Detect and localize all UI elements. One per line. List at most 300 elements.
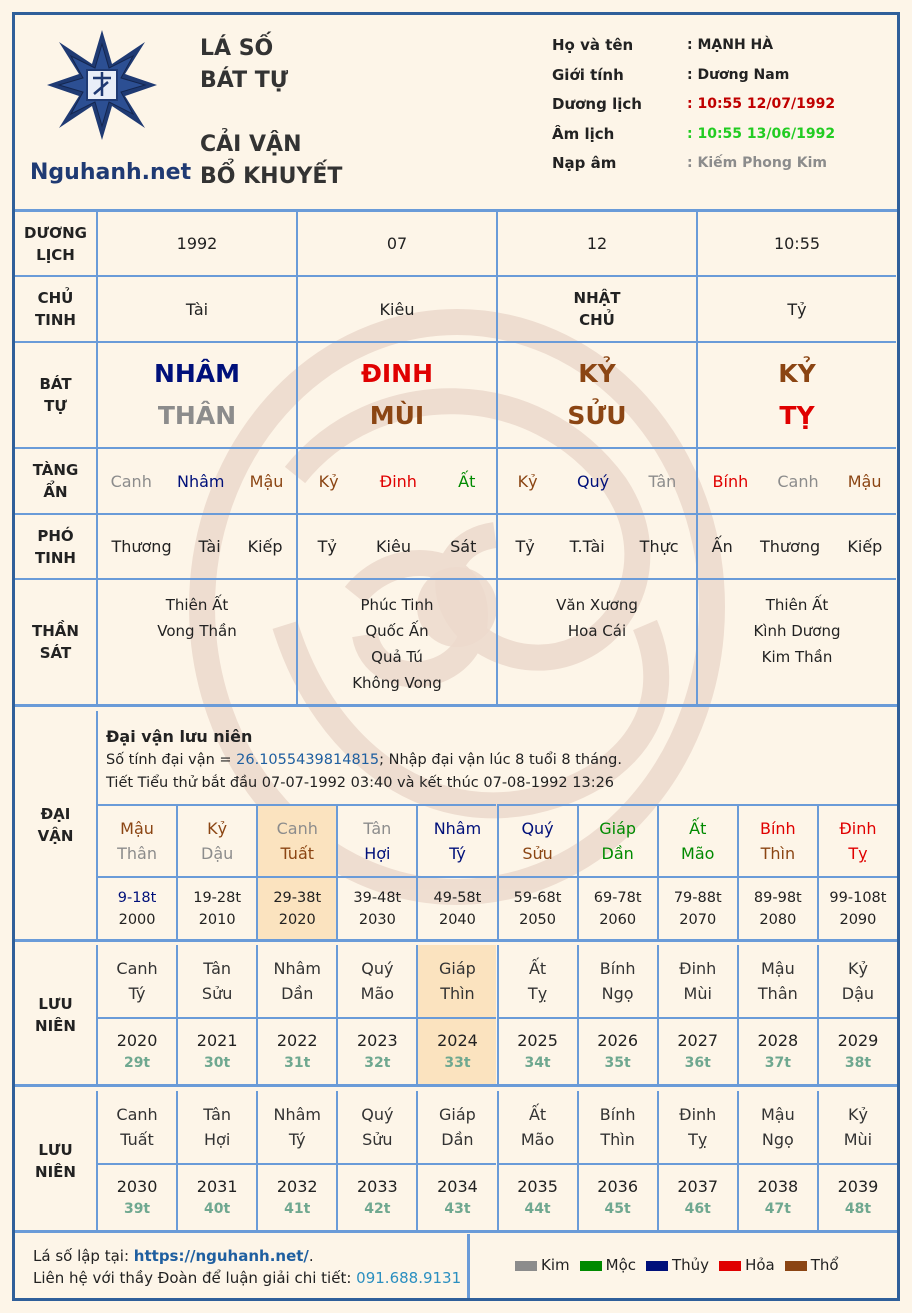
luu-nien-year: 2031: [196, 1177, 238, 1196]
pillar-cell-pho: [496, 513, 696, 578]
dai-van-label: [15, 711, 96, 939]
luu-nien-age: 34t: [524, 1055, 551, 1071]
dai-van-pillar: [96, 804, 176, 876]
dai-van-chi: Tý: [449, 844, 466, 863]
chu-tinh-value: CHỦ: [579, 311, 615, 329]
than-sat-item: Quốc Ấn: [365, 622, 429, 640]
dai-van-pillar: [256, 804, 336, 876]
luu-nien-can: Ất: [528, 1105, 547, 1124]
sub-star: Tỷ: [317, 537, 337, 556]
dai-van-can: Nhâm: [433, 819, 482, 838]
luu-nien-chi: Hợi: [204, 1130, 231, 1149]
luu-nien-pillar: [336, 1091, 416, 1163]
pillar-cell-bat: [696, 341, 896, 447]
info-value: : Kiếm Phong Kim: [687, 155, 828, 171]
title-line-2: BÁT TỰ: [200, 68, 289, 93]
sub-star: Kiếp: [247, 537, 283, 556]
pillar-cell-duong: [496, 212, 696, 275]
legend-item: [719, 1256, 775, 1274]
legend-swatch-icon: [719, 1261, 741, 1271]
luu-nien-can: Giáp: [439, 1105, 476, 1124]
luu-nien-pillar: [817, 1091, 897, 1163]
luu-nien-label: [15, 1091, 96, 1230]
hidden-stem: Canh: [777, 471, 819, 491]
heavenly-stem: KỶ: [578, 359, 616, 388]
luu-nien-pillar: [737, 1091, 817, 1163]
info-value: : Dương Nam: [687, 66, 790, 83]
pillar-cell-tang: [696, 447, 896, 513]
luu-nien-age: 47t: [764, 1201, 791, 1217]
info-label: Giới tính: [552, 65, 624, 84]
footer: [15, 1234, 897, 1298]
legend-label: Kim: [541, 1256, 570, 1274]
dai-van-age: [96, 876, 176, 939]
footer-contact: Liên hệ với thầy Đoàn để luận giải chi tiết: 091.688.9131: [33, 1269, 462, 1287]
row-label-line: TÀNG: [32, 461, 79, 479]
pillar-cell-pho: [296, 513, 496, 578]
luu-nien-age: 32t: [364, 1055, 391, 1071]
title-line-3: CẢI VẬN: [200, 132, 302, 157]
dai-van-can: Kỷ: [207, 819, 228, 838]
legend-label: Thổ: [810, 1256, 839, 1274]
row-label-line: THẦN: [32, 622, 79, 640]
dai-van-age-range: 29-38t: [273, 889, 322, 906]
than-sat-item: Thiên Ất: [165, 596, 229, 614]
dai-van-chi: Tuất: [280, 844, 315, 863]
row-label-line: TỰ: [44, 397, 67, 415]
row-label-tang: [15, 447, 96, 513]
dai-van-start-year: 2020: [278, 911, 316, 928]
hidden-stem: Nhâm: [177, 471, 225, 491]
luu-nien-year-cell: [256, 1017, 336, 1084]
than-sat-item: Thiên Ất: [765, 596, 829, 614]
luu-nien-year-cell: [657, 1017, 737, 1084]
footer-site-link[interactable]: https://nguhanh.net/: [133, 1247, 309, 1265]
legend-item: [646, 1256, 709, 1274]
luu-nien-age: 38t: [844, 1055, 872, 1071]
dai-van-can: Mậu: [120, 819, 154, 838]
sub-star: Kiếp: [847, 537, 883, 556]
info-row: [552, 95, 882, 119]
row-label-chu: [15, 275, 96, 341]
luu-nien-year: 2026: [597, 1031, 638, 1050]
luu-nien-can: Đinh: [679, 1105, 717, 1124]
chu-tinh-value: Tỷ: [787, 299, 807, 319]
pillar-cell-than: [296, 578, 496, 704]
luu-nien-can: Canh: [116, 959, 158, 978]
luu-nien-chi: Mùi: [843, 1130, 873, 1149]
dai-van-age: [336, 876, 416, 939]
sub-star: Kiêu: [376, 537, 411, 556]
hidden-stem: Ất: [458, 471, 476, 491]
dai-van-chi: Dần: [601, 844, 634, 863]
luu-nien-can: Mậu: [760, 959, 795, 978]
luu-nien-year-cell: [96, 1017, 176, 1084]
luu-nien-year-cell: [176, 1163, 256, 1230]
luu-nien-age: 37t: [764, 1055, 791, 1071]
pillar-cell-duong: [696, 212, 896, 275]
luu-nien-year-cell: [336, 1163, 416, 1230]
dai-van-start-year: 2070: [679, 911, 717, 928]
luu-nien-can: Quý: [361, 959, 394, 978]
than-sat-item: Quả Tú: [371, 648, 423, 666]
dai-van-pillar: [416, 804, 496, 876]
hidden-stem: Quý: [576, 471, 610, 491]
pillar-cell-than: [696, 578, 896, 704]
luu-nien-chi: Mão: [520, 1130, 555, 1149]
dai-van-age: [416, 876, 496, 939]
star-logo-icon: [45, 28, 159, 142]
info-label: Nạp âm: [552, 154, 617, 172]
legend-item: [515, 1256, 570, 1274]
luu-nien-age: 30t: [204, 1055, 231, 1071]
dai-van-chi: Mão: [681, 844, 715, 863]
luu-nien-can: Ất: [528, 959, 547, 978]
luu-nien-can: Nhâm: [273, 1105, 321, 1124]
luu-nien-age: 42t: [364, 1201, 391, 1217]
dai-van-line-1-post: ; Nhập đại vận lúc 8 tuổi 8 tháng.: [379, 752, 622, 768]
dai-van-can: Giáp: [599, 819, 637, 838]
pillar-cell-bat: [96, 341, 296, 447]
luu-nien-age: 39t: [123, 1201, 151, 1217]
row-label-line: SÁT: [39, 644, 72, 662]
pillars-table: [15, 209, 897, 707]
footer-divider: [467, 1234, 470, 1298]
luu-nien-section-1: [15, 945, 897, 1087]
luu-nien-year-cell: [657, 1163, 737, 1230]
pillar-cell-pho: [696, 513, 896, 578]
legend-label: Hỏa: [745, 1256, 775, 1274]
pillar-cell-tang: [96, 447, 296, 513]
hidden-stem: Bính: [712, 471, 749, 491]
dai-van-pillar: [817, 804, 897, 876]
luu-nien-year: 2036: [597, 1177, 638, 1196]
title-line-1: LÁ SỐ: [200, 36, 274, 61]
than-sat-item: Văn Xương: [556, 596, 638, 614]
hidden-stem: Kỷ: [517, 471, 538, 491]
luu-nien-can: Nhâm: [273, 959, 321, 978]
sub-star: Tài: [198, 537, 221, 556]
luu-nien-pillar: [657, 1091, 737, 1163]
luu-nien-chi: Ngọ: [601, 984, 634, 1003]
dai-van-age: [497, 876, 577, 939]
luu-nien-chi: Sửu: [201, 984, 233, 1003]
footer-phone-link[interactable]: 091.688.9131: [356, 1269, 462, 1287]
dai-van-age: [176, 876, 256, 939]
pillar-cell-than: [496, 578, 696, 704]
dai-van-age: [577, 876, 657, 939]
legend-label: Thủy: [672, 1256, 710, 1274]
dai-van-age-range: 19-28t: [193, 889, 242, 906]
luu-nien-label: [15, 945, 96, 1084]
luu-nien-pillar: [256, 1091, 336, 1163]
info-value: : 10:55 13/06/1992: [687, 125, 836, 142]
luu-nien-year-cell: [737, 1017, 817, 1084]
dai-van-chi: Sửu: [522, 844, 553, 863]
info-value: : 10:55 12/07/1992: [687, 96, 836, 112]
dai-van-can: Ất: [689, 819, 707, 838]
row-label-line: PHÓ: [37, 526, 74, 545]
luu-nien-chi: Thìn: [440, 984, 475, 1003]
luu-nien-age: 40t: [204, 1201, 231, 1217]
luu-nien-can: Quý: [361, 1105, 394, 1124]
pillar-cell-tang: [496, 447, 696, 513]
earthly-branch: SỬU: [567, 401, 627, 430]
luu-nien-year-cell: [96, 1163, 176, 1230]
dai-van-chi: Thìn: [760, 844, 796, 863]
row-label-line: TINH: [35, 311, 76, 329]
luu-nien-pillar: [737, 945, 817, 1017]
than-sat-item: Hoa Cái: [567, 622, 627, 640]
dai-van-pillar: [577, 804, 657, 876]
luu-nien-pillar: [497, 945, 577, 1017]
than-sat-item: Kim Thần: [761, 648, 833, 666]
luu-nien-year-cell: [817, 1163, 897, 1230]
legend-swatch-icon: [515, 1261, 537, 1271]
dai-van-pillar: [336, 804, 416, 876]
dai-van-can: Tân: [363, 819, 392, 838]
dai-van-pillar: [497, 804, 577, 876]
dai-van-age: [256, 876, 336, 939]
luu-nien-pillar: [817, 945, 897, 1017]
legend-item: [580, 1256, 636, 1274]
luu-nien-chi: Ngọ: [761, 1130, 794, 1149]
sub-star: Thương: [759, 537, 821, 556]
dai-van-start-year: 2040: [438, 911, 476, 928]
luu-nien-pillar: [96, 945, 176, 1017]
luu-nien-chi: Dần: [441, 1130, 474, 1149]
dai-van-line-2: Tiết Tiểu thử bắt đầu 07-07-1992 03:40 và kết thúc 07-08-1992 13:26: [106, 775, 615, 791]
duong-lich-value: 1992: [176, 234, 218, 253]
luu-nien-pillar: [657, 945, 737, 1017]
sub-star: Thương: [111, 537, 172, 556]
row-label-line: LƯU: [38, 994, 73, 1013]
legend-item: [785, 1256, 839, 1274]
pillar-cell-chu: [496, 275, 696, 341]
chu-tinh-value: Tài: [185, 299, 209, 319]
luu-nien-year: 2028: [757, 1031, 799, 1050]
luu-nien-pillar: [176, 945, 256, 1017]
luu-nien-year: 2037: [677, 1177, 719, 1196]
dai-van-info: [96, 711, 897, 804]
luu-nien-age: 43t: [444, 1201, 471, 1217]
than-sat-item: Vong Thần: [157, 622, 237, 640]
dai-van-can: Bính: [759, 819, 796, 838]
luu-nien-pillar: [336, 945, 416, 1017]
luu-nien-year-cell: [817, 1017, 897, 1084]
pillar-cell-chu: [296, 275, 496, 341]
than-sat-item: Phúc Tinh: [360, 596, 434, 614]
luu-nien-year: 2020: [116, 1031, 158, 1050]
heavenly-stem: NHÂM: [153, 359, 241, 388]
luu-nien-chi: Mão: [360, 984, 395, 1003]
dai-van-start-year: 2080: [759, 911, 797, 928]
legend-label: Mộc: [605, 1256, 636, 1274]
dai-van-pillar: [176, 804, 256, 876]
dai-van-age-range: 39-48t: [353, 889, 402, 906]
info-value: : MẠNH HÀ: [687, 37, 774, 53]
dai-van-start-year: 2060: [599, 911, 637, 928]
luu-nien-year: 2034: [437, 1177, 478, 1196]
dai-van-line-1: [106, 749, 897, 772]
luu-nien-year: 2024: [437, 1031, 478, 1050]
luu-nien-age: 44t: [524, 1201, 551, 1217]
sub-star: Sát: [450, 537, 477, 556]
info-label: Âm lịch: [552, 124, 615, 143]
pillar-cell-pho: [96, 513, 296, 578]
element-legend: [515, 1256, 849, 1274]
luu-nien-chi: Tuất: [120, 1130, 154, 1149]
row-label-line: BÁT: [39, 375, 72, 393]
luu-nien-can: Tân: [203, 1105, 232, 1124]
hidden-stem: Kỷ: [318, 471, 339, 491]
chu-tinh-value: NHẬT: [573, 289, 621, 307]
pillar-cell-bat: [496, 341, 696, 447]
luu-nien-year: 2030: [116, 1177, 158, 1196]
luu-nien-chi: Dần: [281, 984, 314, 1003]
luu-nien-year-cell: [256, 1163, 336, 1230]
pillar-cell-duong: [96, 212, 296, 275]
luu-nien-pillar: [497, 1091, 577, 1163]
luu-nien-age: 35t: [604, 1055, 631, 1071]
chu-tinh-value: Kiêu: [379, 299, 415, 319]
than-sat-item: Không Vong: [352, 674, 442, 692]
luu-nien-can: Đinh: [679, 959, 717, 978]
row-label-line: NIÊN: [35, 1162, 76, 1181]
hidden-stem: Đinh: [379, 471, 417, 491]
info-label: Dương lịch: [552, 95, 642, 113]
sub-star: Thực: [639, 537, 679, 556]
luu-nien-can: Kỷ: [847, 959, 868, 978]
luu-nien-chi: Sửu: [362, 1130, 393, 1149]
luu-nien-pillar: [416, 945, 496, 1017]
luu-nien-year: 2021: [196, 1031, 238, 1050]
luu-nien-age: 45t: [604, 1201, 631, 1217]
dai-van-start-year: 2030: [358, 911, 396, 928]
hidden-stem: Mậu: [847, 471, 882, 491]
luu-nien-year: 2033: [356, 1177, 398, 1196]
luu-nien-year-cell: [497, 1017, 577, 1084]
luu-nien-age: 48t: [844, 1201, 872, 1217]
luu-nien-age: 46t: [684, 1201, 711, 1217]
pillar-cell-duong: [296, 212, 496, 275]
dai-van-age-range: 69-78t: [593, 889, 642, 906]
luu-nien-chi: Thìn: [600, 1130, 635, 1149]
row-label-duong: [15, 212, 96, 275]
dai-van-chi: Hợi: [364, 844, 391, 863]
luu-nien-age: 33t: [444, 1055, 471, 1071]
dai-van-can: Quý: [521, 819, 554, 838]
luu-nien-pillar: [416, 1091, 496, 1163]
row-label-than: [15, 578, 96, 704]
dai-van-number: 26.1055439814815: [236, 752, 380, 768]
hidden-stem: Canh: [110, 471, 152, 491]
sub-star: T.Tài: [569, 537, 605, 556]
luu-nien-year: 2032: [276, 1177, 318, 1196]
dai-van-age: [817, 876, 897, 939]
row-label-line: TINH: [35, 548, 76, 567]
dai-van-chi: Thân: [117, 844, 157, 863]
luu-nien-can: Giáp: [439, 959, 476, 978]
luu-nien-year: 2035: [517, 1177, 558, 1196]
luu-nien-age: 41t: [284, 1201, 311, 1217]
dai-van-start-year: 2050: [519, 911, 556, 928]
pillar-cell-than: [96, 578, 296, 704]
luu-nien-pillar: [577, 945, 657, 1017]
dai-van-chi: Dậu: [201, 844, 234, 863]
dai-van-age-range: 59-68t: [513, 889, 562, 906]
row-label-line: LỊCH: [36, 245, 75, 264]
info-row: [552, 154, 882, 178]
info-row: [552, 36, 882, 60]
luu-nien-pillar: [577, 1091, 657, 1163]
dai-van-start-year: 2090: [839, 911, 877, 928]
luu-nien-age: 36t: [684, 1055, 711, 1071]
luu-nien-year: 2027: [677, 1031, 719, 1050]
pillar-cell-tang: [296, 447, 496, 513]
dai-van-can: Đinh: [839, 819, 877, 838]
luu-nien-pillar: [176, 1091, 256, 1163]
dai-van-age: [737, 876, 817, 939]
dai-van-start-year: 2000: [118, 911, 156, 928]
luu-nien-can: Bính: [599, 1105, 636, 1124]
duong-lich-value: 12: [586, 234, 608, 253]
luu-nien-can: Mậu: [760, 1105, 795, 1124]
dai-van-start-year: 2010: [198, 911, 236, 928]
row-label-bat: [15, 341, 96, 447]
pillar-cell-chu: [96, 275, 296, 341]
dai-van-age-range: 99-108t: [829, 889, 887, 906]
pillar-cell-bat: [296, 341, 496, 447]
luu-nien-year-cell: [176, 1017, 256, 1084]
dai-van-age-range: 49-58t: [433, 889, 482, 906]
legend-swatch-icon: [785, 1261, 807, 1271]
dai-van-pillar: [657, 804, 737, 876]
luu-nien-year: 2025: [517, 1031, 558, 1050]
luu-nien-chi: Tý: [128, 984, 146, 1003]
luu-nien-year: 2022: [276, 1031, 318, 1050]
luu-nien-year-cell: [577, 1163, 657, 1230]
duong-lich-value: 07: [386, 234, 408, 253]
earthly-branch: MÙI: [369, 401, 425, 430]
luu-nien-chi: Mùi: [683, 984, 712, 1003]
luu-nien-year-cell: [497, 1163, 577, 1230]
legend-swatch-icon: [646, 1261, 668, 1271]
dai-van-age-range: 79-88t: [673, 889, 722, 906]
dai-van-chi: Tỵ: [848, 844, 868, 863]
dai-van-age: [657, 876, 737, 939]
luu-nien-can: Tân: [203, 959, 232, 978]
luu-nien-year-cell: [577, 1017, 657, 1084]
luu-nien-age: 29t: [123, 1055, 151, 1071]
dai-van-line-1-pre: Số tính đại vận =: [106, 752, 237, 768]
row-label-line: DƯƠNG: [24, 223, 87, 242]
dai-van-age-range: 89-98t: [753, 889, 802, 906]
luu-nien-year: 2039: [837, 1177, 879, 1196]
site-logo-text: Nguhanh.net: [30, 160, 192, 185]
row-label-line: CHỦ: [37, 289, 74, 307]
info-label: Họ và tên: [552, 36, 634, 54]
row-label-line: ĐẠI: [40, 805, 71, 823]
luu-nien-can: Canh: [116, 1105, 158, 1124]
luu-nien-age: 31t: [284, 1055, 311, 1071]
sub-star: Tỷ: [515, 537, 535, 556]
info-row: [552, 66, 882, 90]
heavenly-stem: KỶ: [778, 359, 816, 388]
row-label-line: LƯU: [38, 1140, 73, 1159]
luu-nien-pillar: [96, 1091, 176, 1163]
luu-nien-chi: Thân: [757, 984, 798, 1003]
